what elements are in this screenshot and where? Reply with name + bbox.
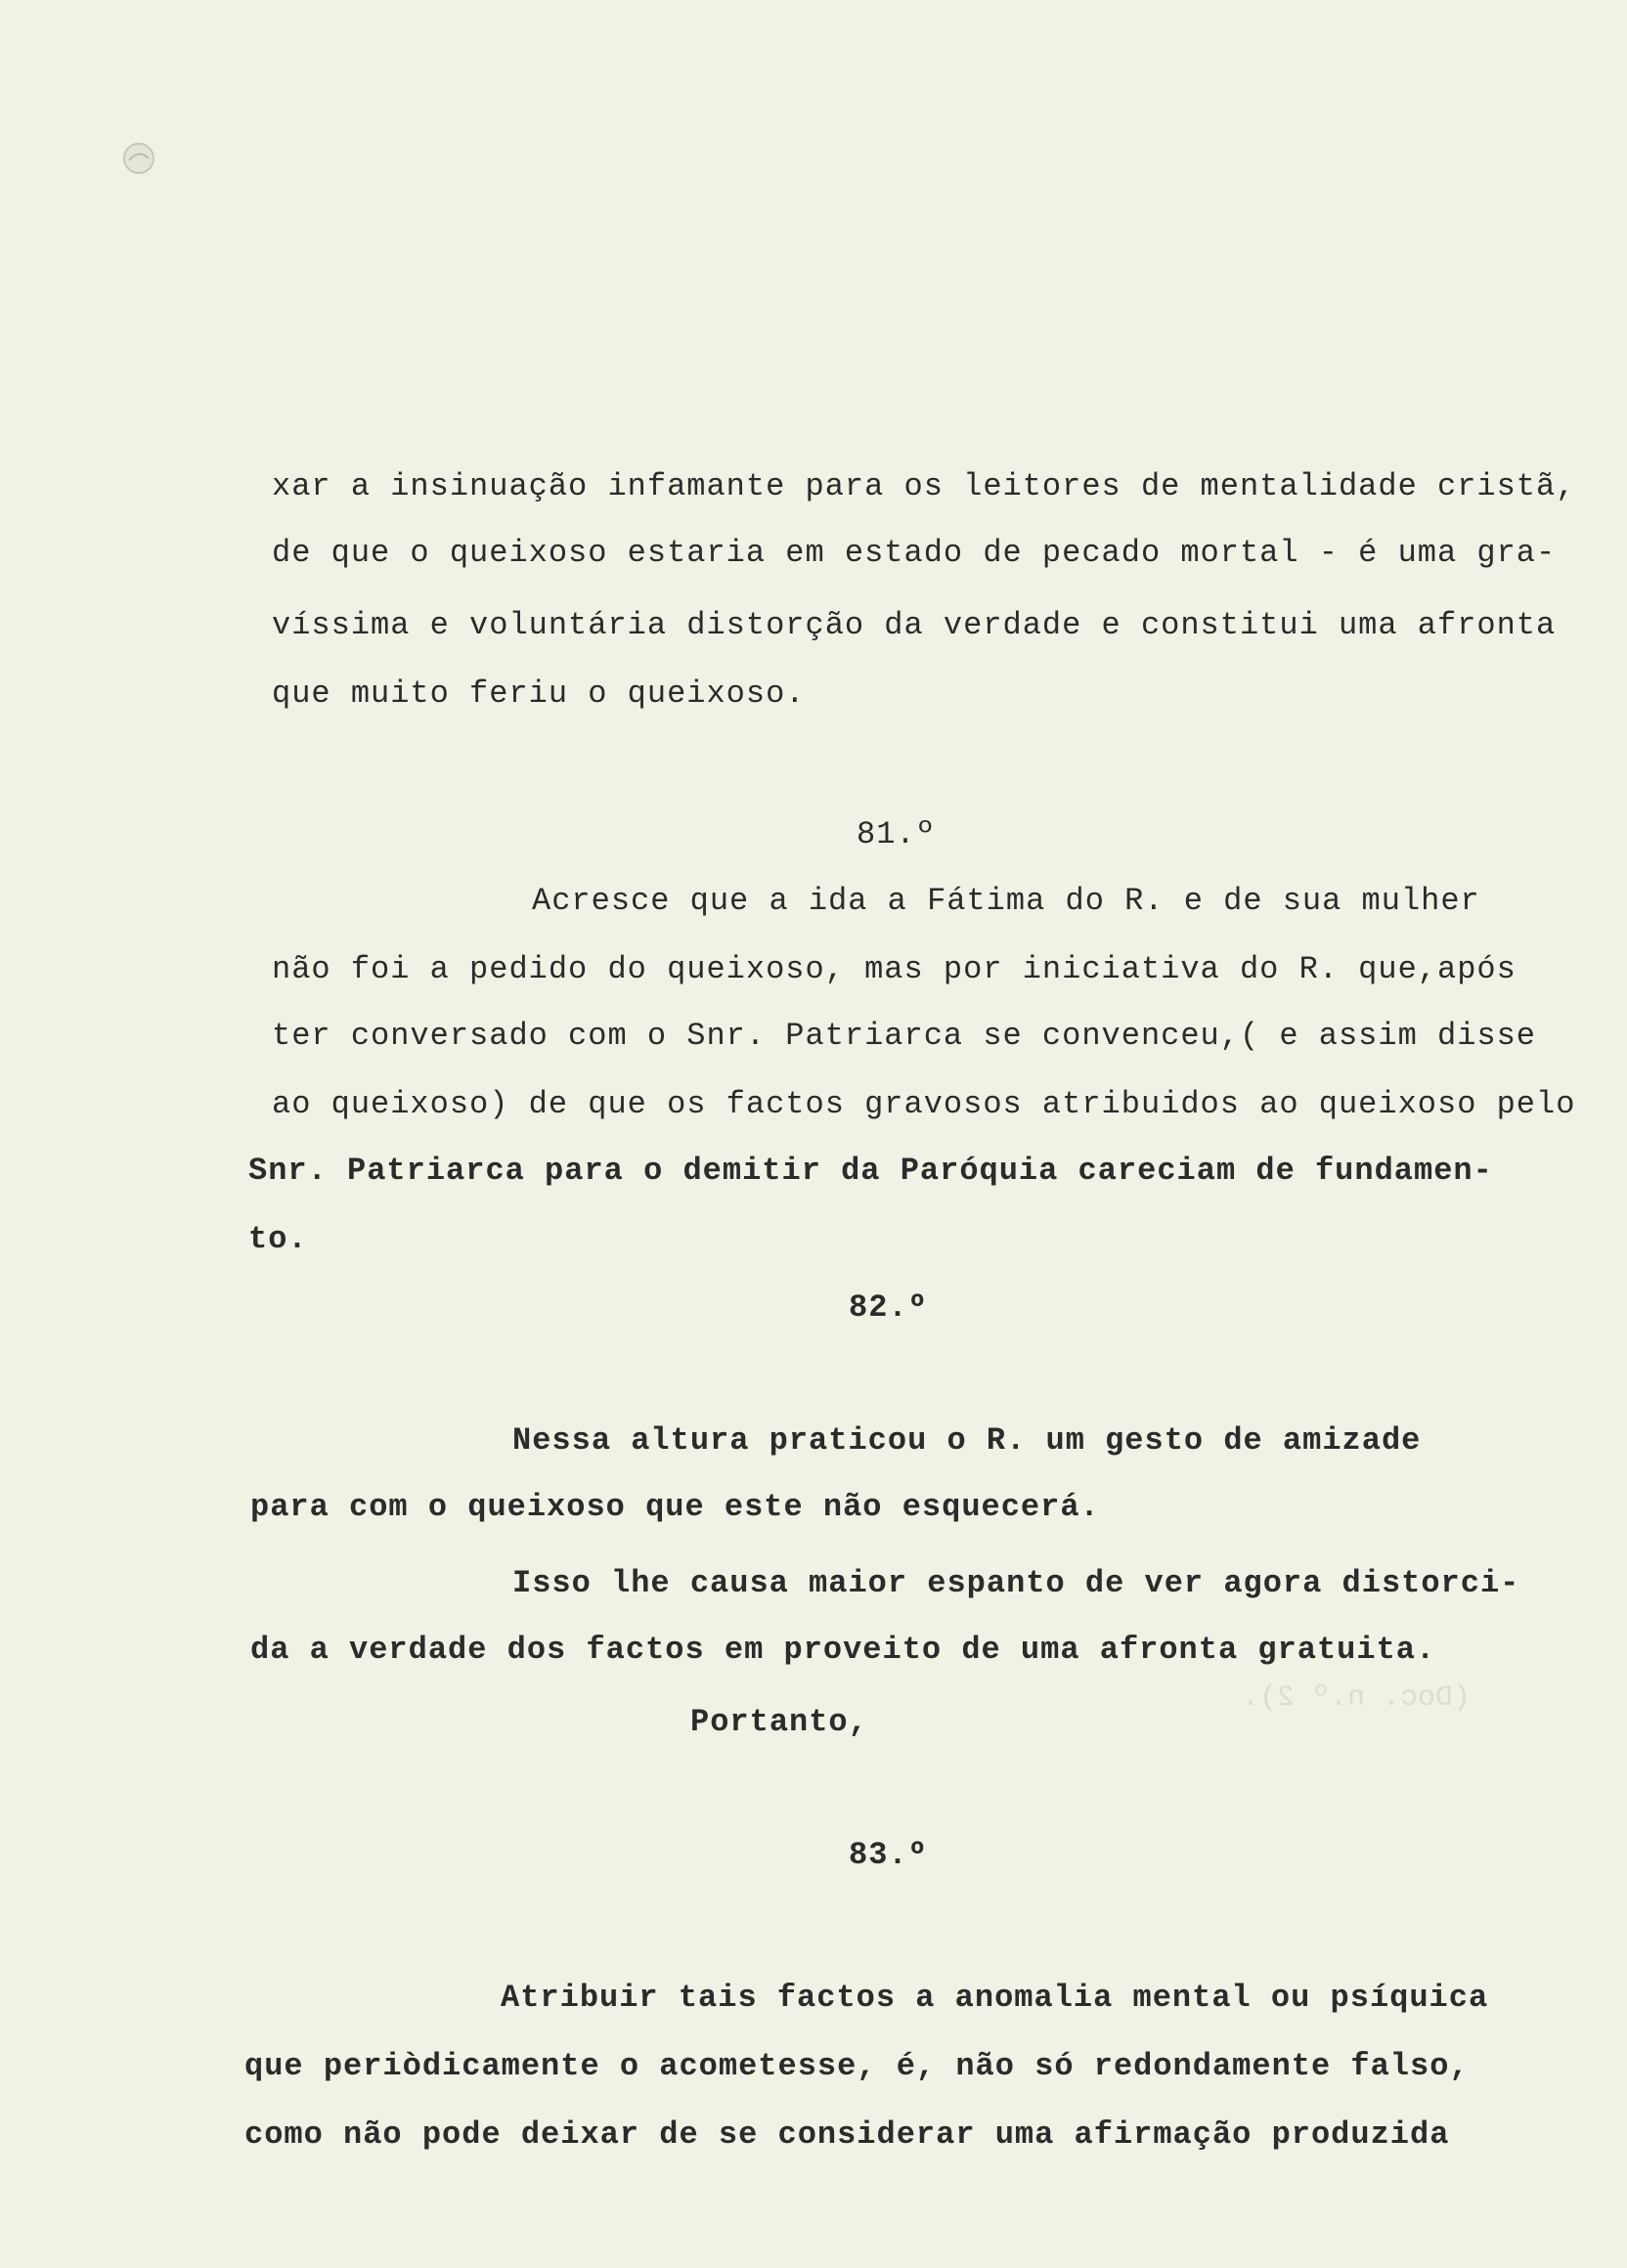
text-line: Nessa altura praticou o R. um gesto de amizade <box>512 1422 1422 1459</box>
text-line: Atribuir tais factos a anomalia mental ou psíquica <box>501 1980 1489 2016</box>
section-number-81: 81.º <box>857 816 936 852</box>
text-line: Snr. Patriarca para o demitir da Paróquia careciam de fundamen- <box>248 1153 1493 1189</box>
punch-hole-mark <box>117 137 160 180</box>
text-line: não foi a pedido do queixoso, mas por iniciativa do R. que,após <box>272 951 1517 987</box>
text-line: como não pode deixar de se considerar uma afirmação produzida <box>244 2116 1450 2153</box>
text-line: xar a insinuação infamante para os leitores de mentalidade cristã, <box>272 468 1576 504</box>
bleed-through-text: (Doc. n.º 2). <box>1242 1681 1472 1715</box>
text-line: para com o queixoso que este não esquecerá. <box>250 1489 1100 1525</box>
text-line: ter conversado com o Snr. Patriarca se convenceu,( e assim disse <box>272 1018 1536 1054</box>
text-line: que periòdicamente o acometesse, é, não só redondamente falso, <box>244 2048 1470 2084</box>
text-line: to. <box>248 1221 308 1257</box>
text-line: Portanto, <box>690 1704 868 1740</box>
section-number-83: 83.º <box>849 1837 928 1873</box>
section-number-82: 82.º <box>849 1289 928 1326</box>
text-line: Isso lhe causa maior espanto de ver agora distorci- <box>512 1565 1520 1601</box>
text-line: da a verdade dos factos em proveito de uma afronta gratuita. <box>250 1632 1436 1668</box>
text-line: víssima e voluntária distorção da verdade e constitui uma afronta <box>272 607 1557 643</box>
text-line: de que o queixoso estaria em estado de pecado mortal - é uma gra- <box>272 535 1557 571</box>
text-line: Acresce que a ida a Fátima do R. e de sua mulher <box>532 883 1480 919</box>
text-line: que muito feriu o queixoso. <box>272 676 806 712</box>
text-line: ao queixoso) de que os factos gravosos atribuidos ao queixoso pelo <box>272 1086 1576 1122</box>
